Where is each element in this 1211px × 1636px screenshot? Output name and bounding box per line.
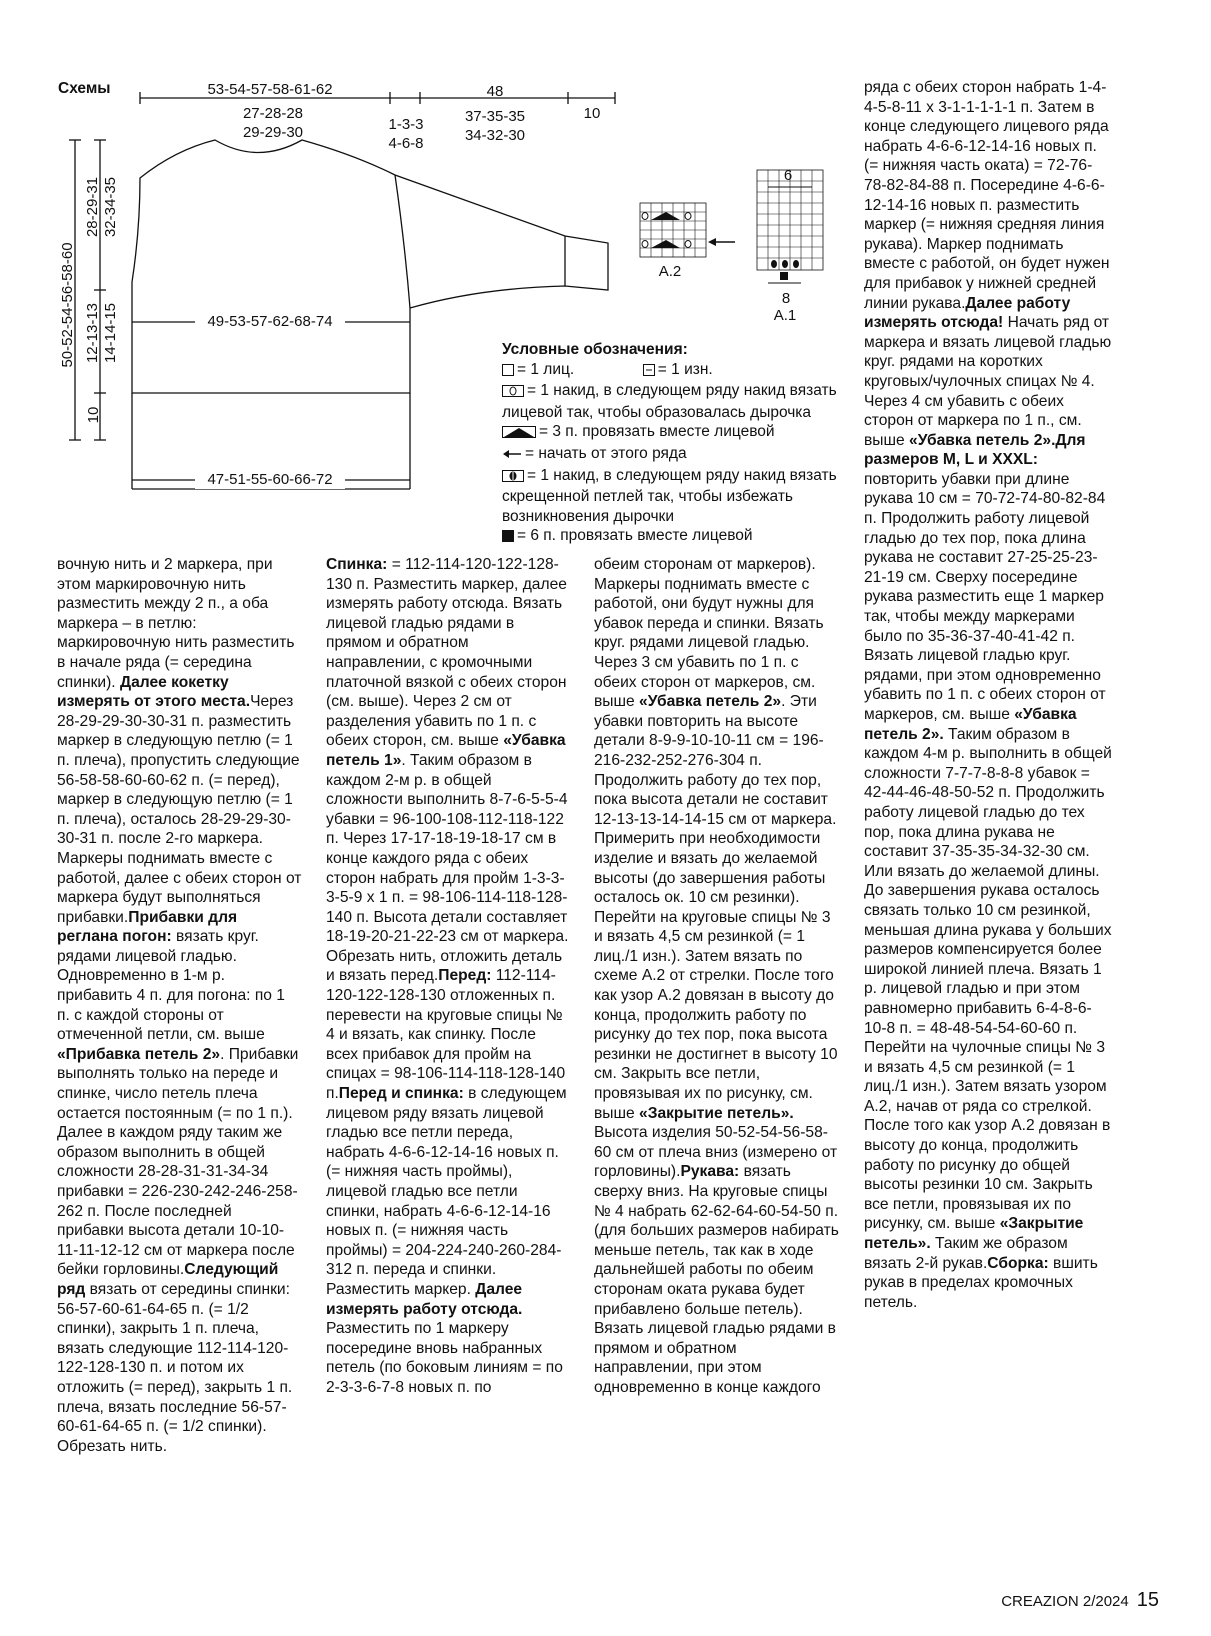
body-text: . Таким образом в каждом 2-м р. в общей сложности выполнить 8-7-6-5-5-4 убавки = 96-100-108-112-118-122 п. Через 17-17-18-19-18-17 см в конце каждого ряда с обеих сторон набрать для пройм 1-3-3-3-5-9 x 1 п. = 98-106-114-118-128-140 п. Высота детали составляет 18-19-20-21-22-23 см от маркера. Обрезать нить, отложить деталь и вязать перед. <box>326 751 569 985</box>
dim-mid-height: 12-13-13 14-14-15 <box>84 302 119 364</box>
bold-heading: Спинка: <box>326 556 388 573</box>
text-column-1 <box>57 555 302 1456</box>
dim-chest-width: 49-53-57-62-68-74 <box>195 312 345 331</box>
body-text: Разместить по 1 маркеру посередине вновь набранных петель (по боковым линиям = по 2-3-3-6-7-8 новых п. по <box>326 1320 563 1396</box>
bold-heading: «Закрытие петель». <box>864 1215 1084 1253</box>
text-column-3 <box>594 555 839 1398</box>
bold-heading: «Прибавка петель 2» <box>57 1045 221 1063</box>
text-column-2 <box>326 555 571 1398</box>
dim-neck-2: 29-29-30 <box>242 124 304 141</box>
schematic-title: Схемы <box>58 80 111 97</box>
body-text: вшить рукав в пределах кромочных петель. <box>864 1254 1098 1311</box>
dim-yoke-height: 28-29-31 32-34-35 <box>84 176 119 238</box>
bold-heading: Прибавки для реглана погон: <box>57 908 238 946</box>
chart-a2 <box>640 203 735 257</box>
bold-heading: Сборка: <box>987 1254 1049 1272</box>
bold-heading: «Убавка петель 2» <box>639 693 782 711</box>
dim-sleeve-1: 37-35-35 <box>464 108 526 125</box>
body-text: Высота изделия 50-52-54-56-58-60 см от плеча вниз (измерено от горловины). <box>594 1124 838 1181</box>
paragraph <box>864 78 1114 1312</box>
body-text: . Эти убавки повторить на высоте детали 8-9-9-10-10-11 см = 196-216-232-252-276-304 п. Продолжить работу до тех пор, пока высота детали не составит 12-13-13-14-14-15 см от маркера. Примерить при необходимости изделие и вязать до желаемой высоты (до завершения работы осталось ок. 10 см резинки). Перейти на круговые спицы № 3 и вязать 4,5 см резинкой (= 1 лиц./1 изн.). Затем вязать по схеме A.2 от стрелки. После того как узор A.2 довязан в высоту до конца, продолжить работу по рисунку до тех пор, пока высота резинки не достигнет в высоту 10 см. Закрыть все петли, провязывая их по рисунку, см. выше <box>594 693 838 1122</box>
yarn-over-twisted-icon <box>502 468 524 488</box>
footer <box>1001 1589 1159 1612</box>
dim-raglan-1: 1-3-3 <box>388 116 424 133</box>
body-text: повторить убавки при длине рукава 10 см = 70-72-74-80-82-84 п. Продолжить работу лицевой гладью до тех пор, пока длина рукава не составит 27-25-25-23-21-19 см. Сверху посередине рукава разместить еще 1 маркер так, чтобы между маркерами было по 35-36-37-40-41-42 п. Вязать лицевой гладью круг. рядами, при этом одновременно убавить по 1 п. с обеих сторон от маркеров, см. выше <box>864 470 1106 723</box>
legend-yo-twist: = 1 накид, в следующем ряду накид вязать скрещенной петлей так, чтобы избежать возникновения дырочки <box>502 466 837 525</box>
body-text: вочную нить и 2 маркера, при этом маркировочную нить разместить между 2 п., а оба маркера – в петлю: маркировочную нить разместить в начале ряда (= середина спинки). <box>57 556 295 691</box>
k3tog-icon <box>502 424 536 444</box>
body-text: вязать круг. рядами лицевой гладью. Одновременно в 1-м р. прибавить 4 п. для погона: по 1 п. с каждой стороны от отмеченной петли, см. выше <box>57 928 285 1044</box>
page-number: 15 <box>1136 1589 1159 1611</box>
body-text: Таким образом в каждом 4-м р. выполнить в общей сложности 7-7-7-8-8-8 убавок = 42-44-46-48-50-52 п. Продолжить работу лицевой гладью до тех пор, пока длина рукава не составит 37-35-35-34-32-30 см. Или вязать до желаемой длины. До завершения рукава осталось связать только 10 см резинкой, меньшая длина рукава у больших размеров компенсируется более широкой линией плеча. Вязать 1 р. лицевой гладью и при этом равномерно прибавить 6-4-8-6-10-8 п. = 48-48-54-54-60-60 п. Перейти на чулочные спицы № 3 и вязать 4,5 см резинкой (= 1 лиц./1 изн.). Затем вязать узором A.2, начав от ряда со стрелкой. После того как узор A.2 довязан в высоту до конца, продолжить работу по рисунку до общей высоты резинки 10 см. Закрыть все петли, провязывая их по рисунку, см. выше <box>864 725 1112 1233</box>
bold-heading: Далее измерять работу отсюда. <box>326 1280 523 1318</box>
bold-heading: Для размеров M, L и XXXL: <box>864 431 1086 469</box>
body-text: обеим сторонам от маркеров). Маркеры поднимать вместе с работой, они будут нужны для убавок переда и спинки. Вязать круг. рядами лицевой гладью. Через 3 см убавить по 1 п. с обеих сторон от маркеров, см. выше <box>594 556 824 711</box>
body-text: Через 28-29-29-30-30-31 п. разместить маркер в следующую петлю (= 1 п. плеча), пропустить следующие 56-58-58-60-60-62 п. (= перед), маркер в следующую петлю (= 1 п. плеча), осталось 28-29-29-30-30-31 п. после 2-го маркера. Маркеры поднимать вместе с работой, далее с обеих сторон от маркера будут выполняться прибавки. <box>57 693 302 926</box>
body-text: вязать от середины спинки: 56-57-60-61-64-65 п. (= 1/2 спинки), закрыть 1 п. плеча, вязать следующие 112-114-120-122-128-130 п. и потом их отложить (= перед), закрыть 1 п. плеча, вязать последние 56-57-60-61-64-65 п. (= 1/2 спинки). Обрезать нить. <box>57 1280 293 1455</box>
bold-heading: Перед и спинка: <box>338 1085 464 1103</box>
dim-cuff: 10 <box>583 105 601 122</box>
bold-heading: Рукава: <box>680 1163 740 1181</box>
knit-stitch-icon <box>502 362 514 382</box>
purl-stitch-icon <box>643 362 655 382</box>
legend-knit: = 1 лиц. <box>517 360 575 378</box>
paragraph <box>57 555 302 1456</box>
body-text: Таким же образом вязать 2-й рукав. <box>864 1235 1068 1272</box>
body-text: ряда с обеих сторон набрать 1-4-4-5-8-11 x 3-1-1-1-1-1 п. Затем в конце следующего лицевого ряда набрать 4-6-6-12-14-16 новых п. (= нижняя часть оката) = 72-76-78-82-84-88 п. Посередине 4-6-6-12-14-16 новых п. разместить маркер (= нижняя средняя линия рукава). Маркер поднимать вместе с работой, он будет нужен для прибавок у нижней средней линии рукава. <box>864 79 1110 312</box>
dim-body-height: 50-52-54-56-58-60 <box>59 242 76 368</box>
dim-hem-width: 47-51-55-60-66-72 <box>195 470 345 489</box>
dim-rib-height: 10 <box>85 406 102 424</box>
arrow-left-icon <box>502 446 522 466</box>
body-text: . Прибавки выполнять только на переде и спинке, число петель плеча остается постоянным (= по 1 п.). Далее в каждом ряду таким же образом выполнить в общей сложности 28-28-31-31-34-34 прибавки = 226-230-242-246-258-262 п. После последней прибавки высота детали 10-10-11-11-12-12 см от маркера после бейки горловины. <box>57 1045 299 1279</box>
bold-heading: Следующий ряд <box>57 1261 279 1298</box>
dim-sleeve-2: 34-32-30 <box>464 127 526 144</box>
legend <box>502 340 852 548</box>
body-text: вязать сверху вниз. На круговые спицы № 4 набрать 62-62-64-60-54-50 п. (для больших размеров набирать меньше петель, так как в ходе дальнейшей работы по обеим сторонам оката рукава будет прибавлено больше петель). Вязать лицевой гладью рядами в прямом и обратном направлении, при этом одновременно в конце каждого <box>594 1163 839 1396</box>
legend-k3tog: = 3 п. провязать вместе лицевой <box>539 423 775 441</box>
yarn-over-icon <box>502 383 524 403</box>
paragraph <box>594 555 839 1398</box>
bold-heading: Перед: <box>438 967 492 985</box>
legend-yo-hole: = 1 накид, в следующем ряду накид вязать лицевой так, чтобы образовалась дырочка <box>502 382 837 421</box>
bold-heading: Далее кокетку измерять от этого места. <box>57 673 251 711</box>
body-text: = 112-114-120-122-128-130 п. Разместить маркер, далее измерять работу отсюда. Вязать лицевой гладью рядами в прямом и обратном направлении, с кромочными платочной вязкой с обеих сторон (см. выше). Через 2 см от разделения убавить по 1 п. с обеих сторон, см. выше <box>326 556 567 750</box>
bold-heading: «Убавка петель 2». <box>864 706 1077 743</box>
dim-raglan-2: 4-6-8 <box>388 135 424 152</box>
chart-a1-top: 6 <box>783 167 793 184</box>
bold-heading: «Убавка петель 2». <box>909 431 1056 449</box>
body-text: в следующем лицевом ряду вязать лицевой гладью все петли переда, набрать 4-6-6-12-14-16 новых п. (= нижняя часть проймы), лицевой гладью все петли спинки, набрать 4-6-6-12-14-16 новых п. (= нижняя часть проймы) = 204-224-240-260-284-312 п. переда и спинки. Разместить маркер. <box>326 1085 567 1298</box>
chart-a1 <box>757 170 823 283</box>
dim-top-width: 53-54-57-58-61-62 <box>207 81 333 98</box>
chart-a1-bottom: 8 <box>781 290 791 307</box>
dim-neck-1: 27-28-28 <box>242 105 304 122</box>
magazine-issue: CREAZION 2/2024 <box>1001 1593 1129 1610</box>
legend-start: = начать от этого ряда <box>525 444 687 462</box>
bold-heading: Далее работу измерять отсюда! <box>864 294 1071 332</box>
dim-sleeve-total: 48 <box>486 83 504 100</box>
chart-a2-label: A.2 <box>658 263 682 280</box>
k6tog-icon <box>502 528 514 548</box>
legend-purl: = 1 изн. <box>657 360 713 378</box>
paragraph <box>326 555 571 1398</box>
bold-heading: «Убавка петель 1» <box>326 732 566 769</box>
chart-a1-label: A.1 <box>773 307 797 324</box>
legend-k6tog: = 6 п. провязать вместе лицевой <box>517 527 753 545</box>
body-text: 112-114-120-122-128-130 отложенных п. перевести на круговые спицы № 4 и вязать, как спинку. После всех прибавок для пройм на спицах = 98-106-114-118-128-140 п. <box>326 967 566 1103</box>
body-text: Начать ряд от маркера и вязать лицевой гладью круг. рядами на коротких круговых/чулочных спицах № 4. Через 4 см убавить с обеих сторон от маркера по 1 п., см. выше <box>864 314 1112 449</box>
legend-title: Условные обозначения: <box>502 341 688 358</box>
bold-heading: «Закрытие петель». <box>639 1104 794 1122</box>
text-column-4 <box>864 78 1114 1312</box>
